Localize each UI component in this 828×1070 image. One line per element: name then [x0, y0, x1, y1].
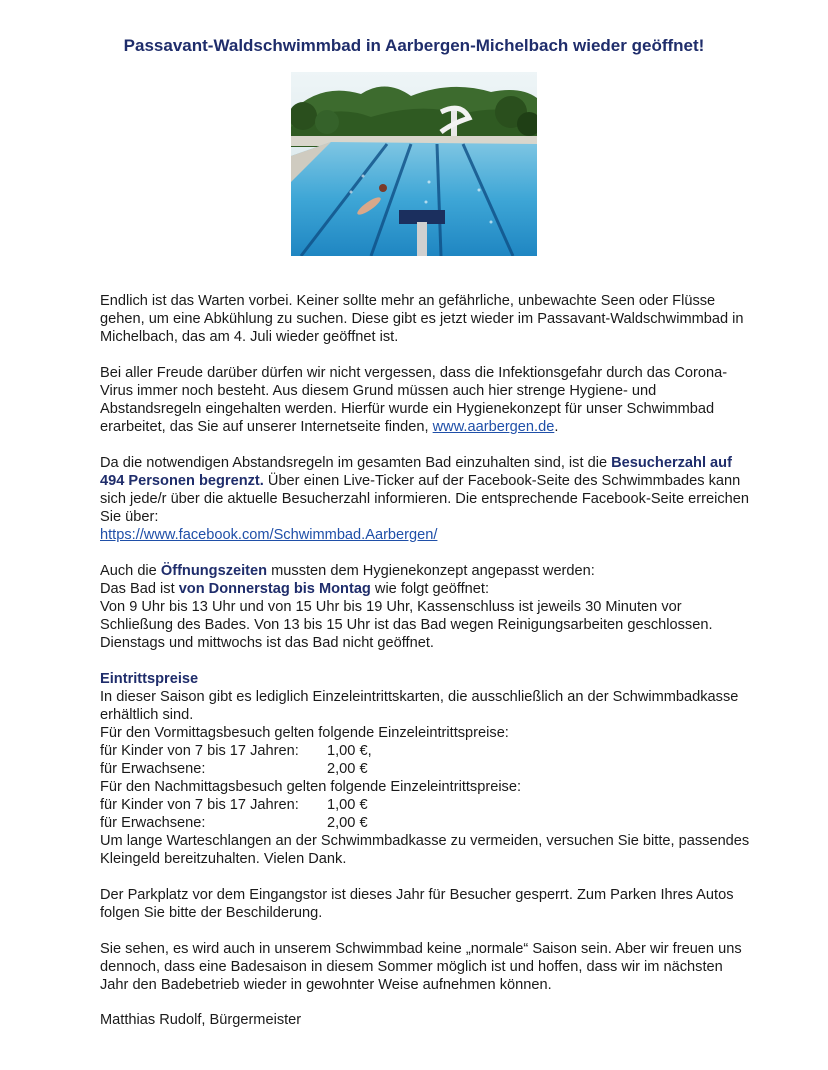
opening-hours-paragraph: Auch die Öffnungszeiten mussten dem Hygienekonzept angepasst werden: Das Bad ist von Donnerstag bis Montag wie folgt geöffnet: Von 9 Uhr bis 13 Uhr und von 15 Uhr bis 19 Uhr, Kassenschluss ist jeweils 30 Minuten vor Schließung des Bades. Von 13 bis 15 Uhr ist das Bad wegen Reinigungsarbeiten geschlossen. Dienstags und mittwochs ist das Bad nicht geöffnet.	[100, 563, 713, 651]
page-title: Passavant-Waldschwimmbad in Aarbergen-Michelbach wieder geöffnet!	[123, 36, 705, 55]
opening-hours-highlight: Öffnungszeiten	[160, 563, 268, 579]
signature: Matthias Rudolf, Bürgermeister	[100, 1012, 302, 1028]
visitor-limit-highlight: Besucherzahl auf 494 Personen begrenzt.	[100, 455, 732, 489]
opening-days-highlight: von Donnerstag bis Montag	[178, 581, 371, 597]
closing-paragraph: Sie sehen, es wird auch in unserem Schwimmbad keine „normale“ Saison sein. Aber wir freuen uns dennoch, dass eine Badesaison in diesem Sommer möglich ist und hoffen, dass wir im nächsten Jahr den Badebetrieb wieder in gewohnter Weise aufnehmen können.	[100, 941, 742, 993]
price-row: für Kinder von 7 bis 17 Jahren: 1,00 €,	[100, 743, 372, 759]
price-row: für Erwachsene: 2,00 €	[100, 761, 368, 777]
pool-photo	[291, 72, 537, 256]
hygiene-paragraph: Bei aller Freude darüber dürfen wir nicht vergessen, dass die Infektionsgefahr durch das Corona-Virus immer noch besteht. Aus diesem Grund müssen auch hier strenge Hygiene- und Abstandsregeln eingehalten werden. Hierfür wurde ein Hygienekonzept für unser Schwimmbad erarbeitet, das Sie auf unserer Internetseite finden, www.aarbergen.de.	[100, 365, 728, 435]
website-link[interactable]: www.aarbergen.de	[432, 419, 555, 435]
price-row: für Erwachsene: 2,00 €	[100, 815, 368, 831]
intro-paragraph: Endlich ist das Warten vorbei. Keiner sollte mehr an gefährliche, unbewachte Seen oder Flüsse gehen, um eine Abkühlung zu suchen. Diese gibt es jetzt wieder im Passavant-Waldschwimmbad in Michelbach, das am 4. Juli wieder geöffnet ist.	[100, 293, 744, 345]
prices-intro: In dieser Saison gibt es lediglich Einzeleintrittskarten, die ausschließlich an der Schwimmbadkasse erhältlich sind.	[100, 689, 739, 723]
morning-prices-title: Für den Vormittagsbesuch gelten folgende Einzeleintrittspreise:	[100, 725, 509, 741]
prices-heading: Eintrittspreise	[100, 671, 199, 687]
article-body	[100, 292, 750, 1012]
prices-note: Um lange Warteschlangen an der Schwimmbadkasse zu vermeiden, versuchen Sie bitte, passendes Kleingeld bereitzuhalten. Vielen Dank.	[100, 833, 750, 867]
parking-paragraph: Der Parkplatz vor dem Eingangstor ist dieses Jahr für Besucher gesperrt. Zum Parken Ihres Autos folgen Sie bitte der Beschilderung.	[100, 887, 734, 921]
facebook-link[interactable]: https://www.facebook.com/Schwimmbad.Aarbergen/	[100, 527, 438, 543]
afternoon-prices-title: Für den Nachmittagsbesuch gelten folgende Einzeleintrittspreise:	[100, 779, 522, 795]
visitor-limit-paragraph: Da die notwendigen Abstandsregeln im gesamten Bad einzuhalten sind, ist die Besucherzahl auf 494 Personen begrenzt. Über einen Live-Ticker auf der Facebook-Seite des Schwimmbades kann sich jede/r über die aktuelle Besucherzahl informieren. Die entsprechende Facebook-Seite erreichen Sie über: https://www.facebook.com/Schwimmbad.Aarbergen/	[100, 455, 749, 543]
prices-section	[100, 670, 750, 868]
price-row: für Kinder von 7 bis 17 Jahren: 1,00 €	[100, 797, 368, 813]
